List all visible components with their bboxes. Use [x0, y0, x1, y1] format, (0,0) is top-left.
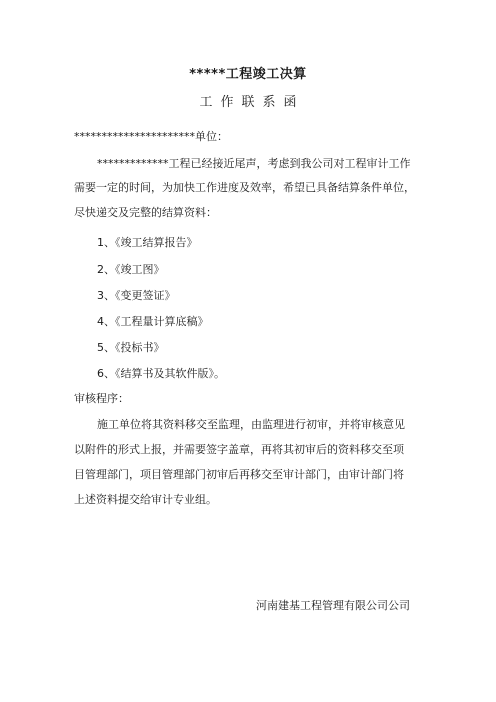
- intro-line: *************工程已经接近尾声，考虑到我公司对工程审计工作: [97, 157, 411, 170]
- list-item: 3、《变更签证》: [97, 289, 176, 302]
- signature-company: 河南建基工程管理有限公司公司: [256, 599, 410, 612]
- intro-line: 尽快递交及完整的结算资料：: [74, 206, 217, 219]
- procedure-line: 上述资料提交给审计专业组。: [74, 493, 217, 506]
- document-subtitle: 工作联系函: [199, 95, 305, 110]
- procedure-line: 施工单位将其资料移交至监理，由监理进行初审，并将审核意见: [97, 418, 405, 431]
- intro-line: 需要一定的时间，为加快工作进度及效率，希望已具备结算条件单位，: [74, 181, 415, 194]
- list-item: 6、《结算书及其软件版》。: [97, 367, 225, 380]
- list-item: 2、《竣工图》: [97, 263, 165, 276]
- addressee-line: **********************单位：: [74, 130, 228, 143]
- procedure-line: 目管理部门，项目管理部门初审后再移交至审计部门，由审计部门将: [74, 468, 404, 481]
- procedure-line: 以附件的形式上报，并需要签字盖章，再将其初审后的资料移交至项: [74, 443, 404, 456]
- list-item: 5、《投标书》: [97, 341, 165, 354]
- list-item: 4、《工程量计算底稿》: [97, 315, 209, 328]
- document-title: *****工程竣工决算: [189, 67, 307, 82]
- procedure-heading: 审核程序：: [74, 392, 129, 405]
- list-item: 1、《竣工结算报告》: [97, 236, 198, 249]
